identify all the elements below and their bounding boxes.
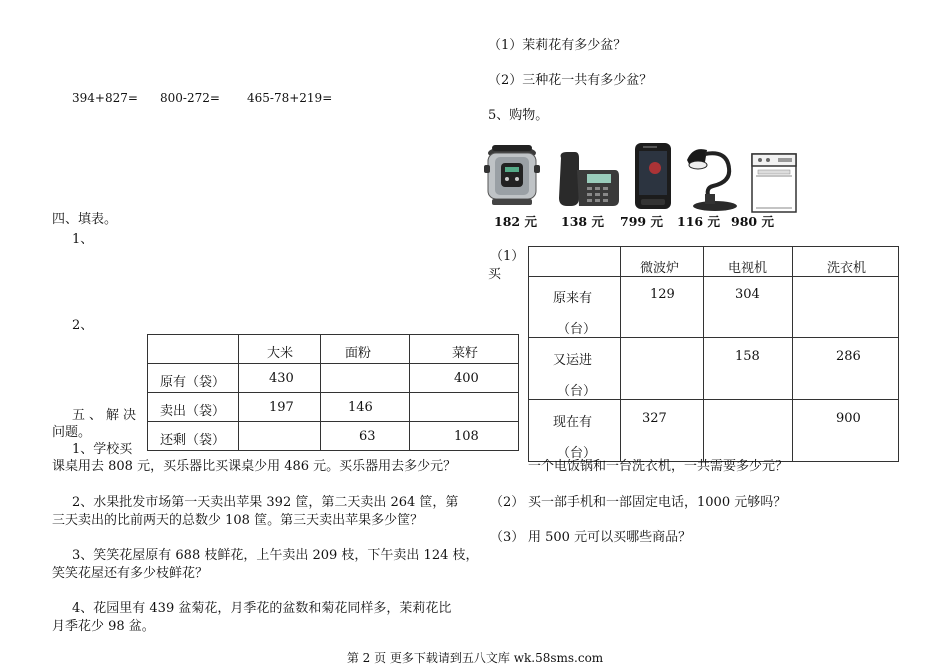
section-4-item-2: 2、 (72, 318, 94, 333)
table-row (148, 393, 519, 422)
price-rice-cooker: 182 元 (494, 214, 537, 229)
table-cell (793, 277, 899, 338)
problem-3-line-1: 3、笑笑花屋原有 688 枝鲜花，上午卖出 209 枝，下午卖出 124 枝， (72, 548, 479, 563)
section-5-title-cont: 问题。 (52, 425, 92, 440)
table-cell: 286 (793, 338, 899, 400)
mobile-phone-icon (633, 142, 673, 214)
table-header: 洗衣机 (793, 247, 899, 277)
row-label: 卖出（袋） (148, 393, 239, 422)
appliance-table (528, 246, 899, 462)
price-desk-lamp: 116 元 (677, 214, 720, 229)
table-row (529, 400, 899, 462)
table-header-row (148, 335, 519, 364)
problem-2-line-2: 三天卖出的比前两天的总数少 108 筐。第三天卖出苹果多少筐？ (52, 513, 424, 528)
table-header: 大米 (239, 335, 321, 364)
shopping-sub-3-number: （3） (490, 530, 525, 545)
section-4-title: 四、填表。 (52, 212, 118, 227)
table-cell: 146 (321, 393, 410, 422)
table-cell (704, 400, 793, 462)
table-cell (529, 247, 621, 277)
section-4-item-1: 1、 (72, 232, 94, 247)
table-cell: 327 (621, 400, 704, 462)
calc-expression-1: 394+827= (72, 91, 138, 105)
table-cell (148, 335, 239, 364)
shopping-sub-3-question: 用 500 元可以买哪些商品？ (528, 530, 692, 545)
problem-4-line-2: 月季花少 98 盆。 (52, 619, 155, 634)
shopping-sub-1-question: 一个电饭锅和一台洗衣机，一共需要多少元？ (528, 459, 789, 474)
row-label: 原有（袋） (148, 364, 239, 393)
problem-1-text: 课桌用去 808 元，买乐器比买课桌少用 486 元。买乐器用去多少元？ (52, 459, 457, 474)
section-5-title: 五、解决 (72, 408, 141, 423)
table-cell: 304 (704, 277, 793, 338)
desk-lamp-icon (683, 142, 741, 216)
table-cell (239, 422, 321, 451)
washing-machine-icon (750, 152, 798, 218)
row-label: 又运进 （台） (529, 338, 621, 400)
rice-cooker-icon (483, 143, 541, 213)
table-row (529, 277, 899, 338)
table-header-row (529, 247, 899, 277)
shopping-sub-1-buy: 买 (488, 267, 502, 282)
table-cell: 900 (793, 400, 899, 462)
price-telephone: 138 元 (561, 214, 604, 229)
table-row (148, 364, 519, 393)
problem-1-start: 1、学校买 (72, 442, 133, 457)
telephone-icon (557, 150, 621, 212)
table-cell: 63 (321, 422, 410, 451)
table-header: 微波炉 (621, 247, 704, 277)
problem-4-sub-1: （1）茉莉花有多少盆？ (488, 38, 627, 53)
shopping-title: 5、购物。 (488, 108, 549, 123)
table-header: 电视机 (704, 247, 793, 277)
page-footer: 第 2 页 更多下载请到五八文库 wk.58sms.com (346, 651, 604, 665)
table-cell: 158 (704, 338, 793, 400)
row-label: 现在有 （台） (529, 400, 621, 462)
calc-expression-3: 465-78+219= (247, 91, 333, 105)
table-header: 面粉 (321, 335, 410, 364)
shopping-sub-1-number: （1） (490, 249, 525, 264)
shopping-sub-2-question: 买一部手机和一部固定电话，1000 元够吗？ (528, 495, 787, 510)
table-row (148, 422, 519, 451)
stock-table (147, 334, 519, 451)
table-cell: 400 (410, 364, 519, 393)
problem-4-sub-2: （2）三种花一共有多少盆？ (488, 73, 653, 88)
table-header: 菜籽 (410, 335, 519, 364)
table-row (529, 338, 899, 400)
row-label: 还剩（袋） (148, 422, 239, 451)
table-cell: 108 (410, 422, 519, 451)
table-cell: 197 (239, 393, 321, 422)
table-cell (321, 364, 410, 393)
table-cell: 129 (621, 277, 704, 338)
price-washing-machine: 980 元 (731, 214, 774, 229)
shopping-sub-2-number: （2） (490, 495, 525, 510)
problem-4-line-1: 4、花园里有 439 盆菊花，月季花的盆数和菊花同样多，茉莉花比 (72, 601, 452, 616)
table-cell (621, 338, 704, 400)
row-label: 原来有 （台） (529, 277, 621, 338)
problem-3-line-2: 笑笑花屋还有多少枝鲜花？ (52, 566, 209, 581)
price-mobile-phone: 799 元 (620, 214, 663, 229)
calc-expression-2: 800-272= (160, 91, 220, 105)
table-cell (410, 393, 519, 422)
problem-2-line-1: 2、水果批发市场第一天卖出苹果 392 筐，第二天卖出 264 筐，第 (72, 495, 459, 510)
table-cell: 430 (239, 364, 321, 393)
